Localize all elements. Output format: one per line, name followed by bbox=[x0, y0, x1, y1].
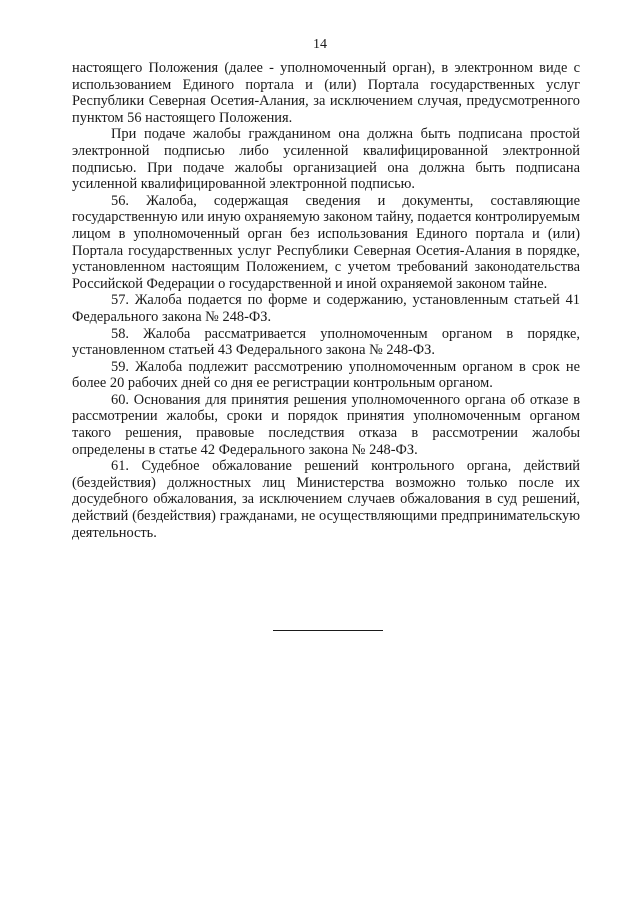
paragraph-59: 59. Жалоба подлежит рассмотрению уполномоченным органом в срок не более 20 рабочих дней со дня ее регистрации контрольным органом. bbox=[72, 358, 580, 392]
paragraph-58: 58. Жалоба рассматривается уполномоченным органом в порядке, установленном статьей 43 Федерального закона № 248-ФЗ. bbox=[72, 325, 580, 359]
paragraph-60: 60. Основания для принятия решения уполномоченного органа об отказе в рассмотрении жалобы, сроки и порядок принятия уполномоченным органом такого решения, правовые последствия отказа в рассмотрении жалобы определены в статье 42 Федерального закона № 248-ФЗ. bbox=[72, 391, 580, 458]
end-of-document-line bbox=[273, 630, 383, 631]
document-body bbox=[72, 60, 580, 541]
paragraph-continuation: настоящего Положения (далее - уполномоченный орган), в электронном виде с использованием Единого портала и (или) Портала государственных услуг Республики Северная Осетия-Алания, за исключением случая, предусмотренного пунктом 56 настоящего Положения. bbox=[72, 60, 580, 126]
paragraph-56: 56. Жалоба, содержащая сведения и документы, составляющие государственную или иную охраняемую законом тайну, подается контролируемым лицом в уполномоченный орган без использования Единого портала и (или) Портала государственных услуг Республики Северная Осетия-Алания в порядке, установленном настоящим Положением, с учетом требований законодательства Российской Федерации о государственной и иной охраняемой законом тайне. bbox=[72, 192, 580, 292]
paragraph-61: 61. Судебное обжалование решений контрольного органа, действий (бездействия) должностных лиц Министерства возможно только после их досудебного обжалования, за исключением случаев обжалования в суд решений, действий (бездействия) гражданами, не осуществляющими предпринимательскую деятельность. bbox=[72, 458, 580, 541]
page-number: 14 bbox=[313, 37, 327, 52]
paragraph-signature-requirements: При подаче жалобы гражданином она должна быть подписана простой электронной подписью либо усиленной квалифицированной электронной подписью. При подаче жалобы организацией она должна быть подписана усиленной квалифицированной электронной подписью. bbox=[72, 126, 580, 193]
paragraph-57: 57. Жалоба подается по форме и содержанию, установленным статьей 41 Федерального закона № 248-ФЗ. bbox=[72, 292, 580, 325]
